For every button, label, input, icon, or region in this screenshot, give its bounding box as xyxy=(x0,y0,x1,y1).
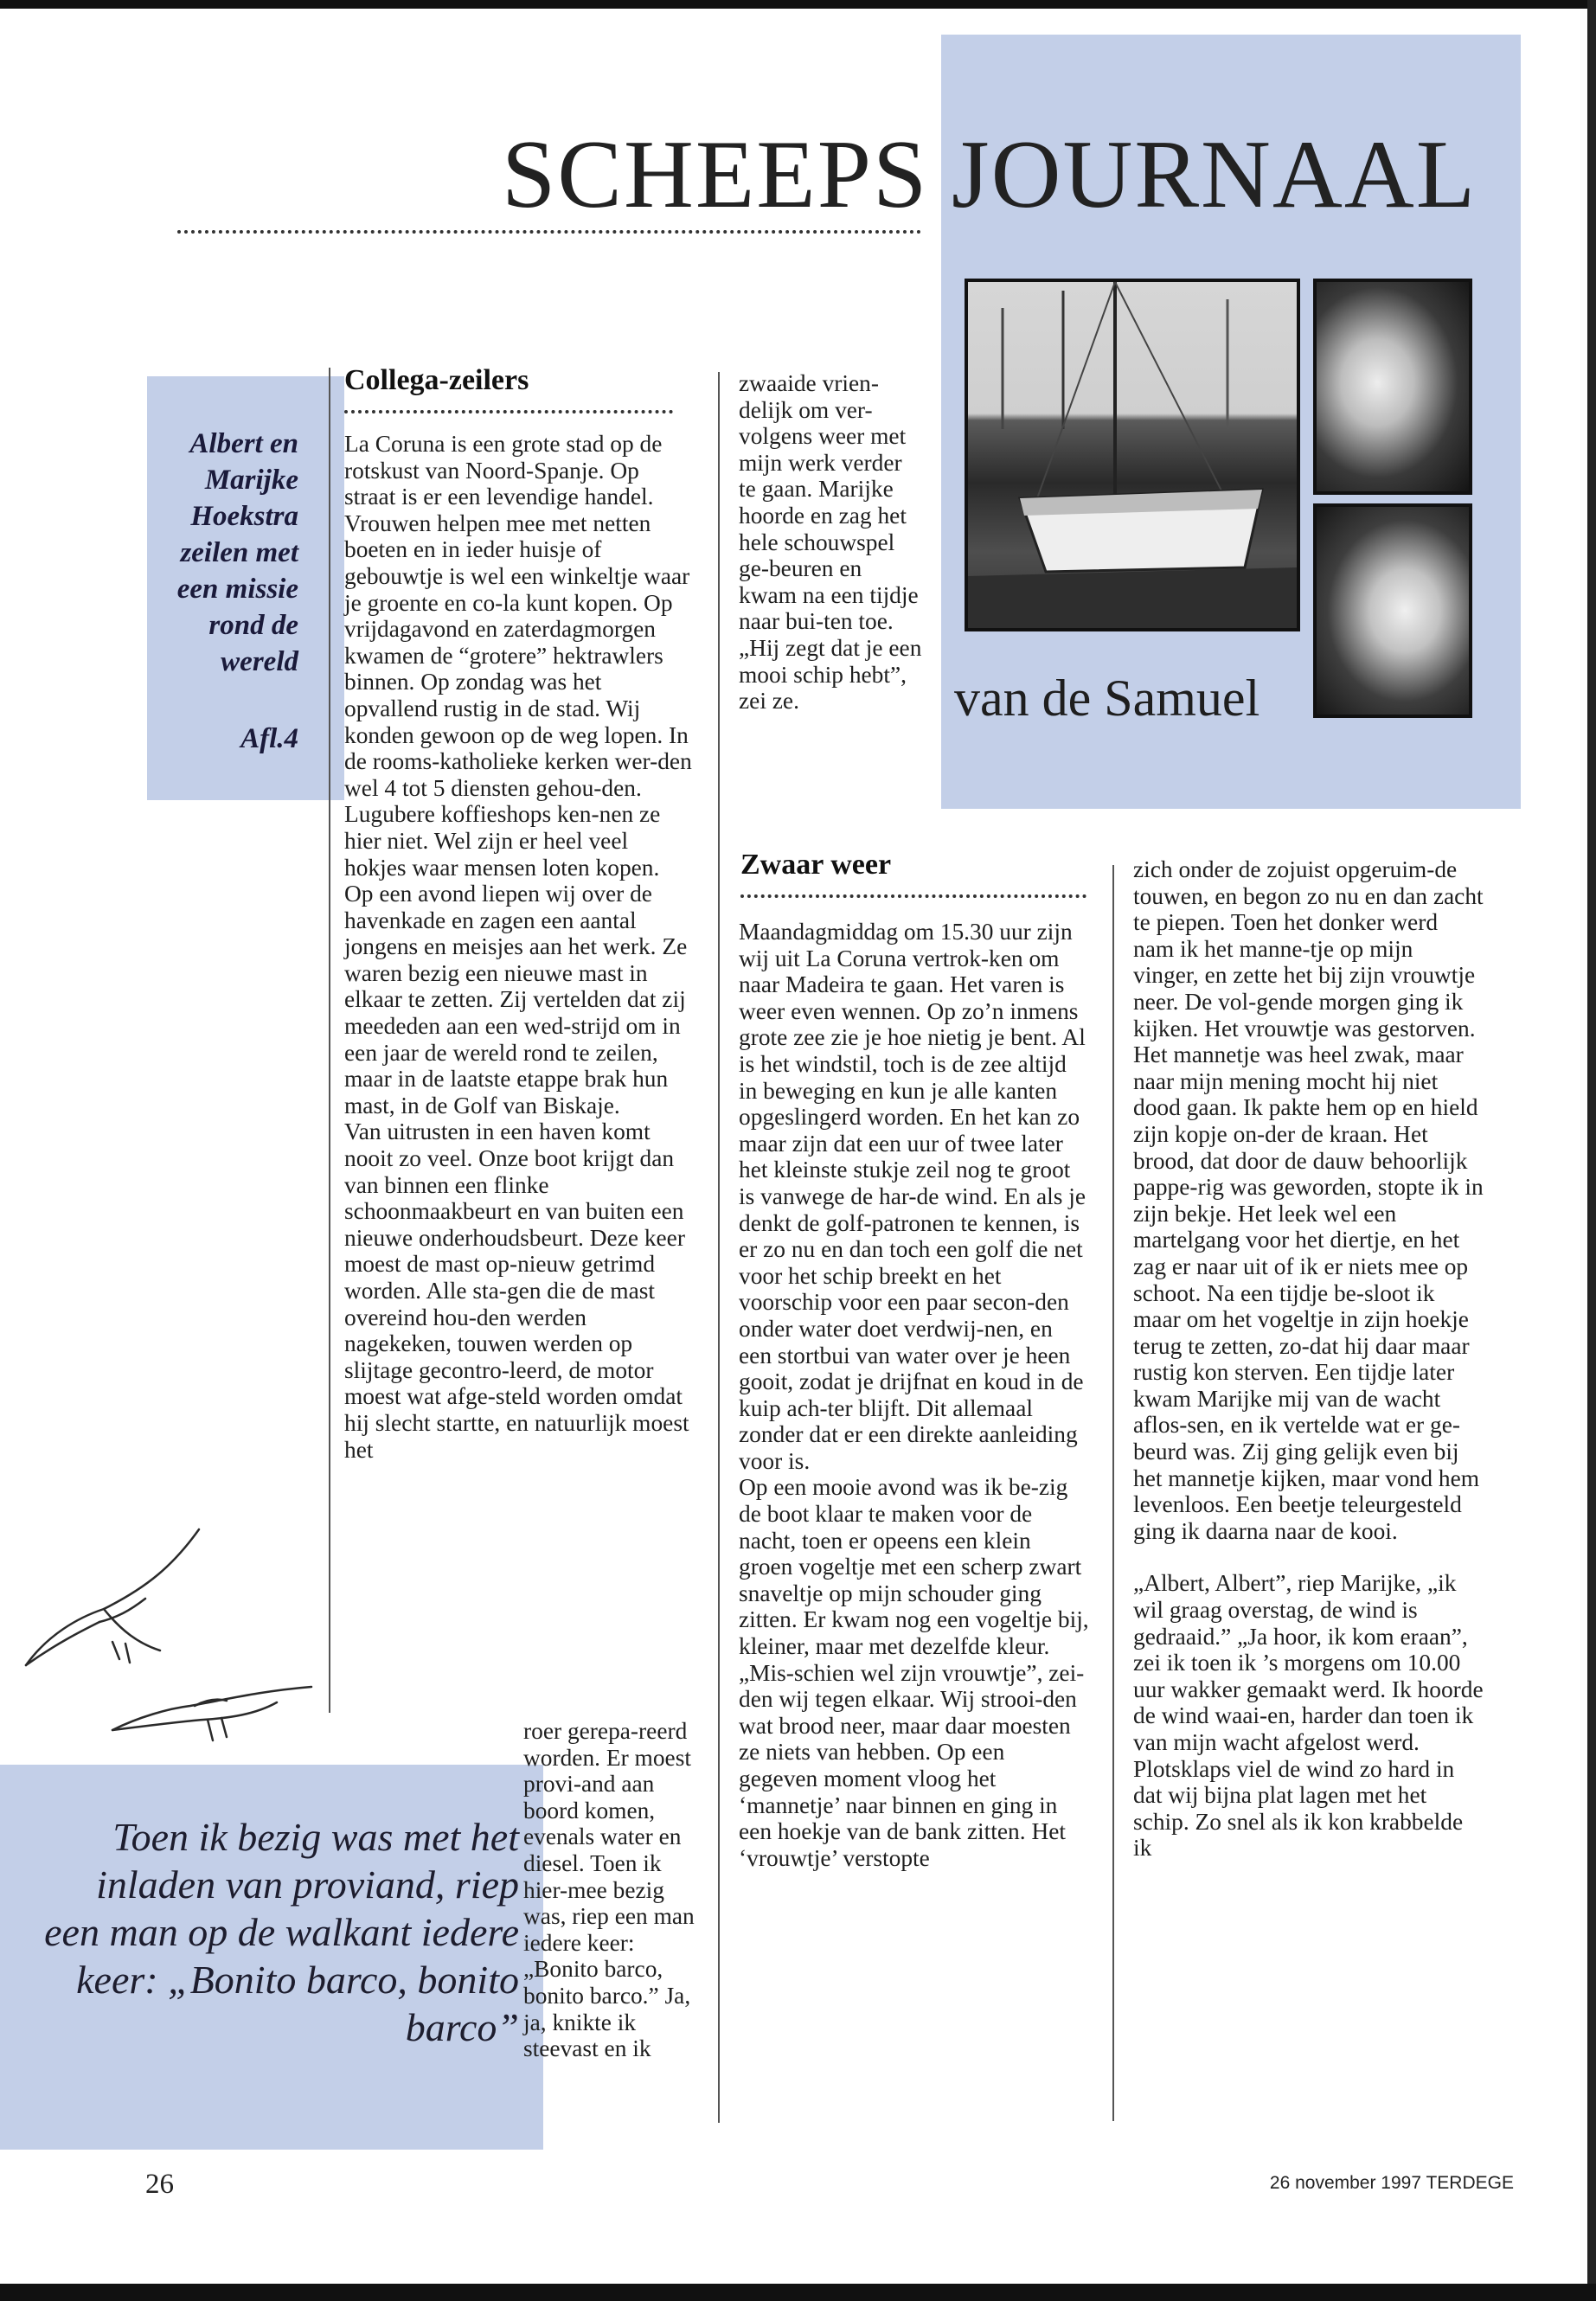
photo-caption: van de Samuel xyxy=(954,670,1260,727)
paragraph: La Coruna is een grote stad op de rotskust van Noord-Spanje. Op straat is er een levendige handel. Vrouwen helpen mee met netten boeten en in ieder huisje of gebouwtje is wel een winkeltje waar je groente en co-la kunt kopen. Op vrijdagavond en zaterdagmorgen kwamen de “grotere” hektrawlers binnen. Op zondag was het opvallend rustig in de stad. Wij konden gewoon op de weg lopen. In de rooms-katholieke kerken wer-den wel 4 tot 5 diensten gehou-den. Lugubere koffieshops ken-nen ze hier niet. Wel zijn er heel veel hokjes waar mensen loten kopen. xyxy=(344,431,692,881)
paragraph: „Albert, Albert”, riep Marijke, „ik wil graag overstag, de wind is gedraaid.” „Ja hoor, ik kom eraan”, zei ik toen ik ’s morgens om 10.00 uur wakker gemaakt werd. Ik hoorde de wind waai-en, harder dan toen ik van mijn wacht afgelost werd. Plotsklaps viel de wind zo hard in dat wij bijna plat lagen met het schip. Zo snel als ik kon krabbelde ik xyxy=(1133,1570,1484,1862)
paragraph: zich onder de zojuist opgeruim-de touwen, en begon zo nu en dan zacht te piepen. Toen het donker werd nam ik het manne-tje op mijn vinger, en zette het bij zijn vrouwtje neer. De vol-gende morgen ging ik kijken. Het vrouwtje was gestorven. Het mannetje was heel zwak, maar naar mijn mening mocht hij niet dood gaan. Ik pakte hem op en hield zijn kopje on-der de kraan. Het brood, dat door de dauw behoorlijk pappe-rig was geworden, stopte ik in zijn bekje. Het leek wel een martelgang voor het diertje, en het zag er naar uit of ik er niets mee op schoot. Na een tijdje be-sloot ik maar om het vogeltje in zijn hoekje terug te zetten, zo-dat hij daar maar rustig kon sterven. Een tijdje later kwam Marijke mij van de wacht aflos-sen, en ik vertelde wat er ge-beurd was. Zij ging gelijk even bij het mannetje kijken, maar vond hem levenloos. Een beetje teleurgesteld ging ik daarna naar de kooi. xyxy=(1133,856,1484,1544)
pull-quote: Toen ik bezig was met het inladen van proviand, riep een man op de walkant iedere keer: „Bonito barco, bonito barco” xyxy=(44,1815,519,2049)
heading-dotted-rule xyxy=(740,894,1086,898)
section-heading-collega-zeilers: Collega-zeilers xyxy=(344,364,529,396)
issue-footer: 26 november 1997 TERDEGE xyxy=(1269,2173,1514,2193)
sailboat-photo xyxy=(965,279,1300,631)
page-number: 26 xyxy=(145,2169,174,2200)
paragraph: zwaaide vrien-delijk om ver-volgens weer met mijn werk verder te gaan. Marijke hoorde en zag het hele schouwspel ge-beuren en kwam na een tijdje naar bui-ten toe. „Hij zegt dat je een mooi schip hebt”, zei ze. xyxy=(739,370,922,715)
heading-dotted-rule xyxy=(344,410,673,413)
sailboat-illustration xyxy=(968,282,1297,628)
column-rule xyxy=(329,368,330,1713)
frame-right xyxy=(1587,0,1596,2301)
page-title-right: JOURNAAL xyxy=(952,121,1477,228)
column-rule xyxy=(1112,865,1114,2121)
byline: Albert en Marijke Hoekstra zeilen met een missie rond de wereld xyxy=(176,428,298,677)
article-column-4 xyxy=(1133,856,1484,1862)
section-heading-zwaar-weer: Zwaar weer xyxy=(740,849,892,881)
paragraph: Maandagmiddag om 15.30 uur zijn wij uit La Coruna vertrok-ken om naar Madeira te gaan. Het varen is weer even wennen. Op zo’n inmens grote zee zie je hoe nietig je bent. Al is het windstil, toch is de zee altijd in beweging en kun je alle kanten opgeslingerd worden. En het kan zo maar zijn dat een uur of twee later het kleinste stukje zeil nog te groot is vanwege de har-de wind. En als je denkt de golf-patronen te kennen, is er zo nu en dan toch een golf die net voor het schip breekt en het voorschip voor een paar secon-den onder water doet verdwij-nen, en een stortbui van water over je heen gooit, zodat je drijfnat en koud in de kuip ach-ter blijft. Dit allemaal zonder dat er een direkte aanleiding voor is. xyxy=(739,919,1086,1474)
seagulls-illustration xyxy=(9,1514,337,1765)
paragraph: Van uitrusten in een haven komt nooit zo veel. Onze boot krijgt dan van binnen een flinke schoonmaakbeurt en van buiten een nieuwe onderhoudsbeurt. Deze keer moest de mast op-nieuw getrimd worden. Alle sta-gen die de mast overeind hou-den werden nagekeken, touwen werden op slijtage gecontro-leerd, de motor moest wat afge-steld worden omdat hij slecht startte, en natuurlijk moest het xyxy=(344,1118,689,1463)
paragraph: roer gerepa-reerd worden. Er moest provi-and aan boord komen, evenals water en diesel. Toen ik hier-mee bezig was, riep een man iedere keer: „Bonito barco, bonito barco.” Ja, ja, knikte ik steevast en ik xyxy=(523,1718,695,2062)
article-column-2 xyxy=(739,370,925,715)
page-title-left: SCHEEPS xyxy=(502,121,929,228)
portrait-photo-albert xyxy=(1313,503,1472,718)
episode-label: Afl.4 xyxy=(240,723,298,754)
frame-top xyxy=(0,0,1596,9)
portrait-photo-marijke xyxy=(1313,279,1472,495)
column-rule xyxy=(718,372,720,2123)
article-column-3 xyxy=(739,919,1089,1871)
title-dotted-rule xyxy=(177,230,921,234)
article-column-1 xyxy=(344,431,695,1463)
article-column-1-continuation xyxy=(523,1718,696,2062)
paragraph: Op een avond liepen wij over de havenkade en zagen een aantal jongens en meisjes aan het werk. Ze waren bezig een nieuwe mast in elkaar te zetten. Zij vertelden dat zij meededen aan een wed-strijd om in een jaar de wereld rond te zeilen, maar in de laatste etappe brak hun mast, in de Golf van Biskaje. xyxy=(344,881,688,1118)
frame-bottom xyxy=(0,2284,1596,2301)
paragraph: Op een mooie avond was ik be-zig de boot klaar te maken voor de nacht, toen er opeens een klein groen vogeltje met een scherp zwart snaveltje op mijn schouder ging zitten. Er kwam nog een vogeltje bij, kleiner, maar met dezelfde kleur. „Mis-schien wel zijn vrouwtje”, zei-den wij tegen elkaar. Wij strooi-den wat brood neer, maar daar moesten ze niets van hebben. Op een gegeven moment vloog het ‘mannetje’ naar binnen en ging in een hoekje van de bank zitten. Het ‘vrouwtje’ verstopte xyxy=(739,1474,1089,1871)
